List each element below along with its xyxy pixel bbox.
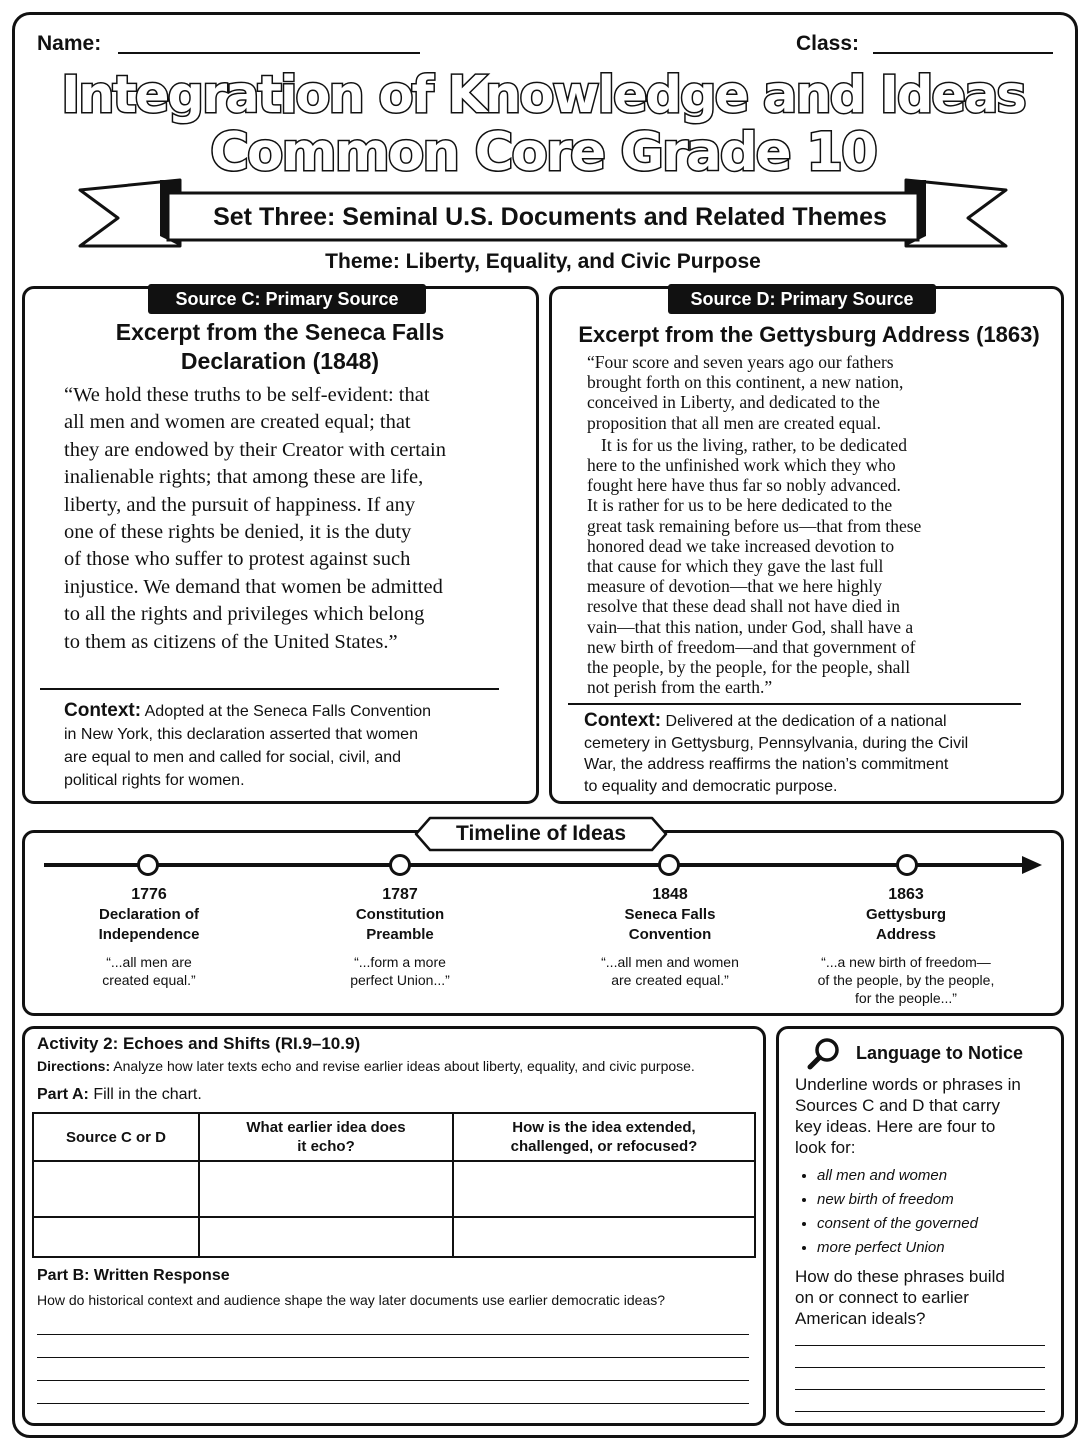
event-quote-line: “...all men and women [601, 954, 739, 970]
source-d-tag: Source D: Primary Source [668, 284, 936, 314]
event-year: 1848 [652, 886, 688, 903]
context-line: Delivered at the dedication of a national [665, 713, 947, 730]
response-line[interactable] [37, 1334, 749, 1335]
header-text: it echo? [297, 1138, 355, 1155]
chart-cell[interactable] [33, 1217, 199, 1257]
quote-line: new birth of freedom—and that government of [587, 636, 916, 657]
quote-line: they are endowed by their Creator with certain [64, 438, 446, 461]
source-c-title-line-1: Excerpt from the Seneca Falls [115, 319, 445, 345]
part-a-label: Part A: [37, 1086, 89, 1103]
response-line[interactable] [37, 1357, 749, 1358]
list-item: • all men and women [817, 1164, 1055, 1188]
intro-line: key ideas. Here are four to [795, 1117, 996, 1136]
context-line: to equality and democratic purpose. [584, 777, 838, 795]
event-quote-line: of the people, by the people, [817, 972, 995, 988]
event-year: 1776 [131, 886, 167, 903]
list-item: • new birth of freedom [817, 1188, 1055, 1212]
directions-text: Analyze how later texts echo and revise earlier ideas about liberty, equality, and civic purpose. [113, 1058, 695, 1074]
quote-line: great task remaining before us—that from these [587, 515, 922, 536]
event-quote [560, 953, 780, 989]
quote-line: conceived in Liberty, and dedicated to the [587, 392, 880, 413]
context-label: Context: [64, 700, 142, 721]
event-quote-line: “...form a more [354, 954, 446, 970]
event-quote-line: created equal.” [102, 972, 196, 988]
event-name: Constitution [355, 906, 445, 923]
quote-line: to them as citizens of the United States.” [64, 630, 398, 653]
quote-line: liberty, and the pursuit of happiness. If any [64, 493, 416, 516]
event-quote-line: are created equal.” [611, 972, 729, 988]
quote-line: inalienable rights; that among these are life, [64, 466, 424, 489]
quote-line: “Four score and seven years ago our fathers [587, 352, 894, 372]
quote-line: not perish from the earth.” [587, 677, 773, 698]
event-name: Convention [628, 926, 712, 943]
response-line[interactable] [37, 1403, 749, 1404]
event-name: Declaration of [98, 906, 200, 923]
context-label: Context: [584, 710, 662, 731]
intro-line: Underline words or phrases in [795, 1075, 1021, 1094]
chart-cell[interactable] [199, 1161, 453, 1217]
event-year: 1787 [382, 886, 418, 903]
part-b-label: Part B: Written Response [37, 1267, 230, 1284]
language-body [795, 1074, 1055, 1329]
response-line[interactable] [37, 1380, 749, 1381]
question-line: How do these phrases build [795, 1267, 1005, 1286]
part-a [37, 1086, 202, 1104]
context-line: in New York, this declaration asserted that women [64, 726, 418, 743]
quote-line: all men and women are created equal; that [64, 411, 411, 434]
response-line[interactable] [795, 1345, 1045, 1346]
theme-heading: Theme: Liberty, Equality, and Civic Purpose [325, 250, 761, 273]
chart-cell[interactable] [453, 1161, 755, 1217]
quote-line: of those who suffer to protest against such [64, 548, 411, 571]
quote-line: vain—that this nation, under God, shall have a [587, 616, 914, 637]
list-item: • more perfect Union [817, 1236, 1055, 1260]
quote-line: injustice. We demand that women be admitted [64, 575, 443, 598]
chart-header-source [33, 1113, 199, 1161]
timeline-event [560, 885, 780, 989]
quote-line: proposition that all men are created equal. [587, 412, 881, 433]
quote-line: “We hold these truths to be self-evident: that [64, 384, 430, 406]
context-line: Adopted at the Seneca Falls Convention [144, 703, 432, 720]
question-line: American ideals? [795, 1309, 926, 1328]
quote-line: to all the rights and privileges which belong [64, 603, 425, 626]
event-name: Seneca Falls [624, 906, 716, 923]
quote-line: that cause for which they gave the last full [587, 556, 884, 577]
timeline-node-1776 [137, 854, 159, 876]
magnifier-icon [806, 1036, 842, 1072]
response-line[interactable] [795, 1367, 1045, 1368]
timeline-node-1848 [658, 854, 680, 876]
activity-directions [37, 1058, 695, 1074]
echo-chart [32, 1112, 756, 1258]
event-quote [39, 953, 259, 989]
intro-line: Sources C and D that carry [795, 1096, 1001, 1115]
event-quote [796, 953, 1016, 1007]
timeline-axis [0, 850, 1086, 880]
context-line: War, the address reaffirms the nation’s commitment [584, 756, 949, 773]
phrase-list [795, 1164, 1055, 1260]
title-line-2: Common Core Grade 10 [210, 122, 876, 183]
source-d-title: Excerpt from the Gettysburg Address (1863) [578, 322, 1040, 347]
table-row [33, 1161, 755, 1217]
quote-line: fought here have thus far so nobly advanced. [587, 475, 901, 496]
header-text: Source C or D [65, 1128, 167, 1146]
event-quote-line: “...all men are [106, 954, 192, 970]
title-line-1: Integration of Knowledge and Ideas [61, 66, 1025, 125]
event-name: Gettysburg [865, 906, 946, 923]
quote-line: It is rather for us to be here dedicated to the [587, 495, 893, 516]
timeline-node-1863 [896, 854, 918, 876]
quote-line: brought forth on this continent, a new nation, [587, 372, 904, 393]
header-text: How is the idea extended, [512, 1119, 696, 1136]
quote-line: one of these rights be denied, it is the duty [64, 521, 412, 544]
quote-line: honored dead we take increased devotion to [587, 535, 895, 556]
event-name: Independence [98, 926, 200, 943]
timeline-title: Timeline of Ideas [456, 822, 626, 845]
response-line[interactable] [795, 1389, 1045, 1390]
directions-label: Directions: [37, 1058, 111, 1074]
quote-line: It is for us the living, rather, to be dedicated [601, 434, 907, 455]
event-name: Address [875, 926, 937, 943]
quote-line: the people, by the people, for the people, shall [587, 657, 911, 678]
quote-line: here to the unfinished work which they who [587, 455, 896, 476]
chart-cell[interactable] [199, 1217, 453, 1257]
header-text: challenged, or refocused? [510, 1138, 698, 1155]
chart-header-echo [199, 1113, 453, 1161]
context-line: cemetery in Gettysburg, Pennsylvania, during the Civil [584, 734, 969, 752]
table-row [33, 1217, 755, 1257]
set-title: Set Three: Seminal U.S. Documents and Related Themes [213, 203, 887, 231]
event-quote-line: “...a new birth of freedom— [821, 954, 991, 970]
language-question [795, 1266, 1055, 1329]
chart-header-extended [453, 1113, 755, 1161]
event-quote [290, 953, 510, 989]
response-line[interactable] [795, 1411, 1045, 1412]
event-year: 1863 [888, 886, 924, 903]
source-c-tag: Source C: Primary Source [148, 284, 426, 314]
activity-title: Activity 2: Echoes and Shifts (RI.9–10.9) [37, 1034, 361, 1053]
chart-cell[interactable] [33, 1161, 199, 1217]
event-quote-line: for the people...” [855, 990, 957, 1006]
list-item: • consent of the governed [817, 1212, 1055, 1236]
timeline-event [796, 885, 1016, 1007]
context-line: are equal to men and called for social, civil, and [64, 749, 402, 766]
source-c-title-line-2: Declaration (1848) [180, 348, 380, 374]
event-quote-line: perfect Union...” [350, 972, 450, 988]
class-label: Class: [796, 32, 860, 55]
chart-cell[interactable] [453, 1217, 755, 1257]
intro-line: look for: [795, 1138, 856, 1157]
quote-line: measure of devotion—that we here highly [587, 576, 882, 597]
part-a-text: Fill in the chart. [93, 1086, 202, 1103]
language-title: Language to Notice [856, 1043, 1024, 1063]
timeline-event [290, 885, 510, 989]
quote-line: resolve that these dead shall not have died in [587, 596, 900, 617]
name-label: Name: [37, 32, 102, 55]
event-name: Preamble [366, 926, 434, 943]
timeline-event [39, 885, 259, 989]
question-line: on or connect to earlier [795, 1288, 969, 1307]
timeline-node-1787 [389, 854, 411, 876]
header-text: What earlier idea does [246, 1119, 406, 1136]
context-line: political rights for women. [64, 772, 245, 789]
part-b-prompt: How do historical context and audience shape the way later documents use earlier democratic ideas? [37, 1292, 666, 1308]
